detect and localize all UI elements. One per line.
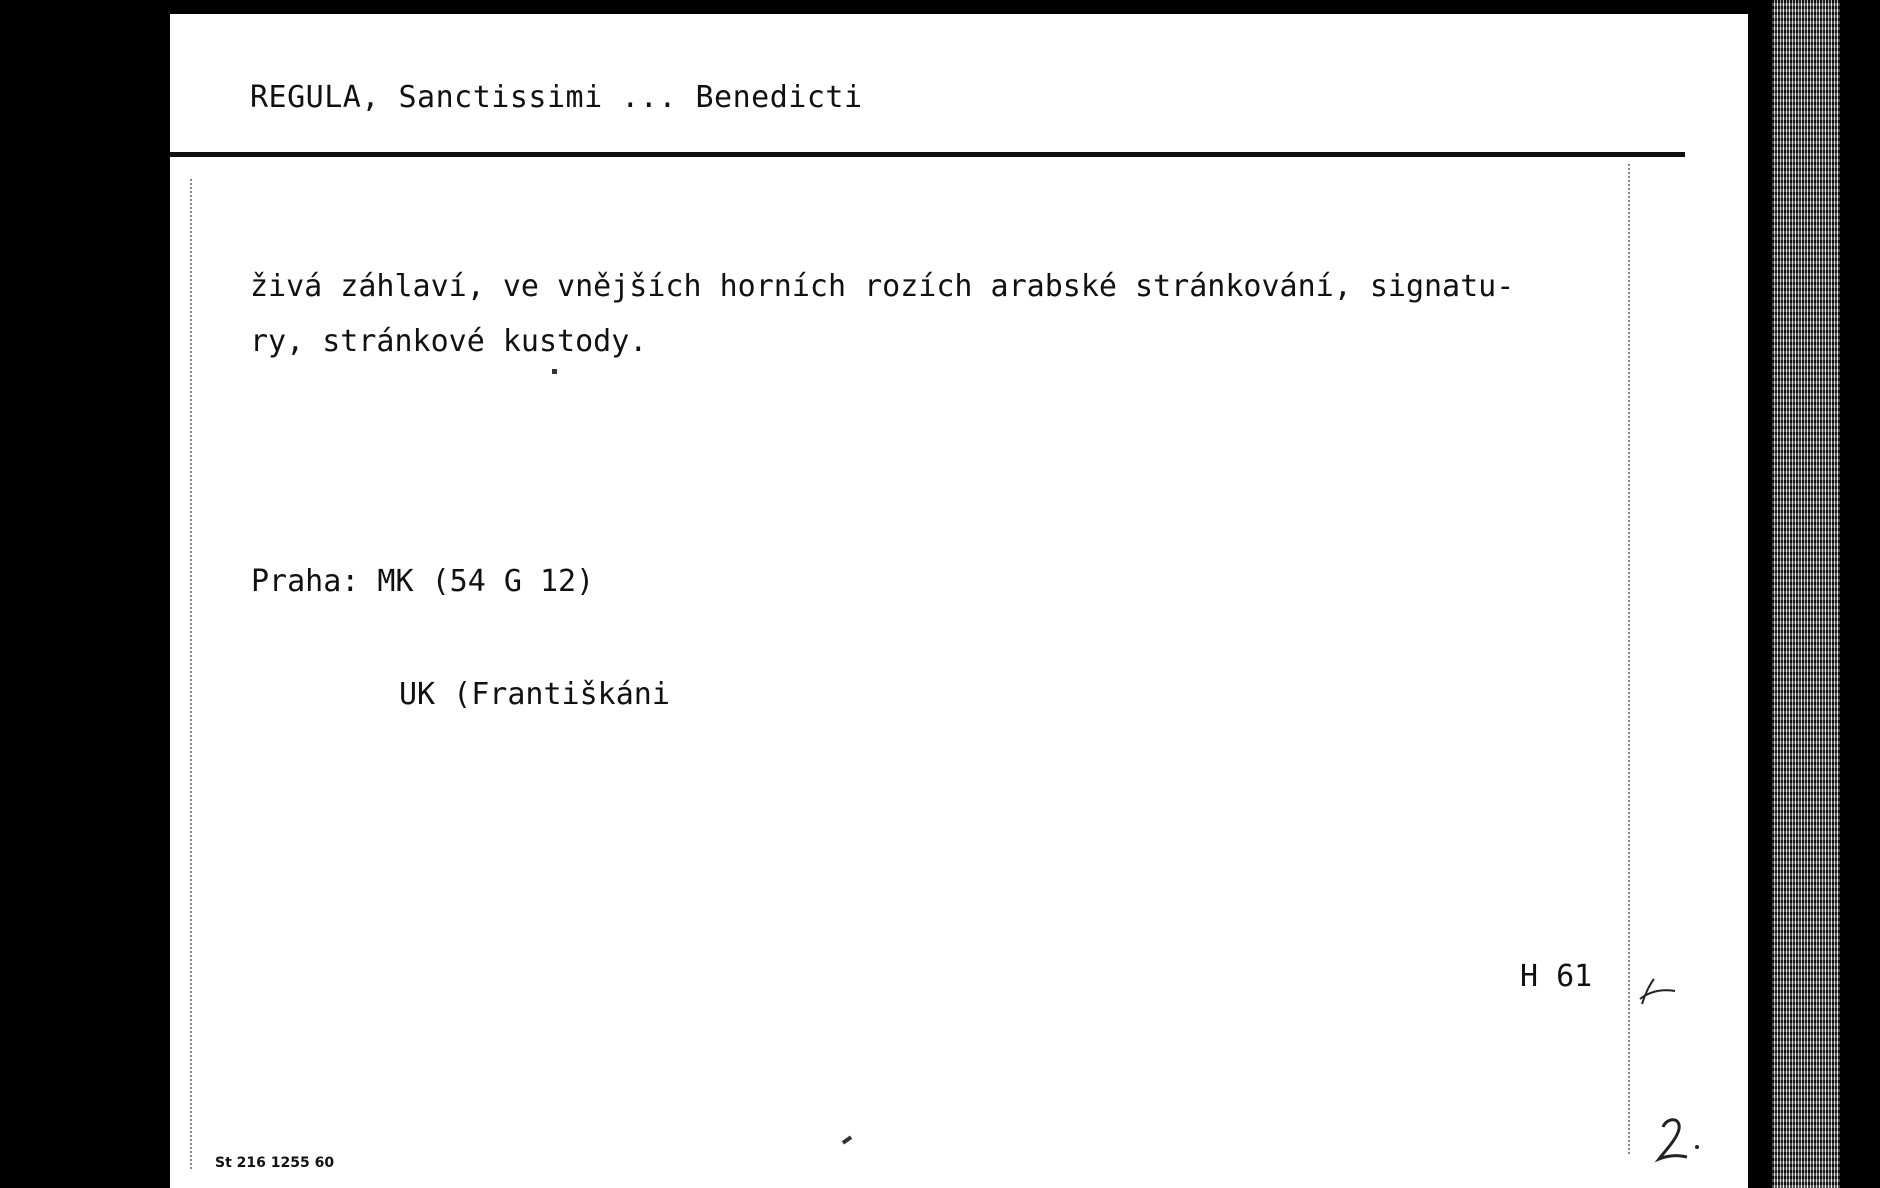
shelfmark: H 61	[1520, 959, 1593, 994]
description-line-1: živá záhlaví, ve vnějších horních rozích arabské stránkování, signatu-	[250, 269, 1515, 304]
speck	[842, 1135, 852, 1144]
speck	[552, 369, 557, 374]
print-code: St 216 1255 60	[215, 1155, 335, 1171]
left-margin-line	[190, 179, 192, 1169]
description-text	[250, 259, 1514, 369]
catalog-card	[170, 14, 1748, 1188]
handwritten-number-icon	[1645, 1109, 1705, 1169]
location-secondary: UK (Františkáni	[399, 677, 670, 712]
card-heading: REGULA, Sanctissimi ... Benedicti	[250, 80, 863, 115]
description-line-2: ry, stránkové kustody.	[250, 324, 648, 359]
handwritten-tick-icon	[1620, 969, 1680, 1009]
scan-edge-strip	[1772, 0, 1840, 1188]
location-primary: Praha: MK (54 G 12)	[251, 564, 595, 599]
heading-rule	[170, 152, 1685, 157]
scan-border	[1840, 0, 1880, 1188]
